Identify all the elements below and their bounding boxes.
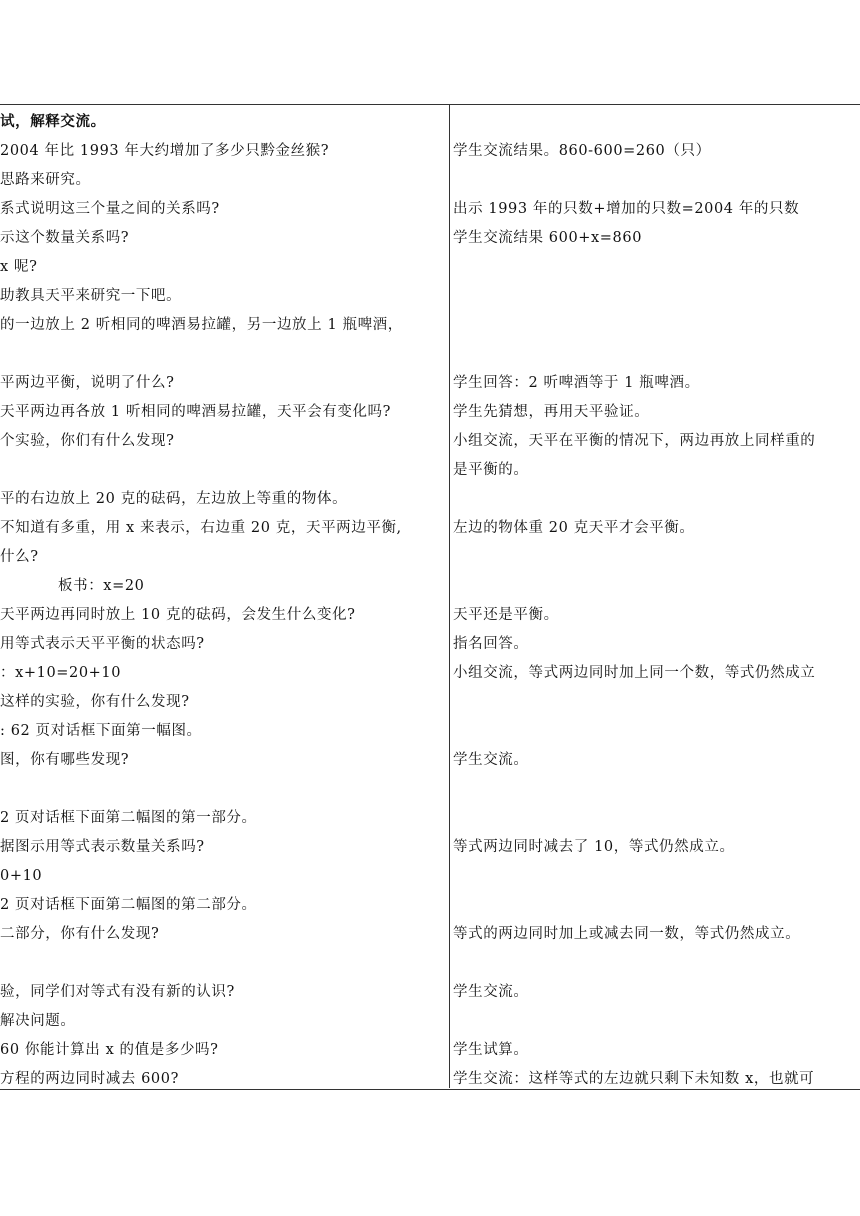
student-line: 指名回答。 bbox=[453, 636, 529, 652]
student-line: 等式两边同时减去了 10，等式仍然成立。 bbox=[453, 839, 735, 855]
teacher-line: 方程的两边同时减去 600? bbox=[0, 1071, 179, 1087]
teacher-line: 据图示用等式表示数量关系吗? bbox=[0, 839, 205, 855]
teacher-line: 60 你能计算出 x 的值是多少吗? bbox=[0, 1042, 219, 1058]
teacher-line: 个实验，你们有什么发现? bbox=[0, 433, 175, 449]
teacher-line: 的一边放上 2 听相同的啤酒易拉罐，另一边放上 1 瓶啤酒， bbox=[0, 317, 403, 333]
teacher-line: x 呢? bbox=[0, 259, 38, 275]
teacher-line: 试，解释交流。 bbox=[0, 113, 106, 130]
teacher-line: 用等式表示天平平衡的状态吗? bbox=[0, 636, 205, 652]
student-line: 小组交流，等式两边同时加上同一个数，等式仍然成立 bbox=[453, 665, 816, 681]
student-line: 学生回答：2 听啤酒等于 1 瓶啤酒。 bbox=[453, 375, 700, 391]
teacher-line: ：x+10=20+10 bbox=[0, 665, 122, 681]
teacher-line: 助教具天平来研究一下吧。 bbox=[0, 288, 182, 304]
student-line: 学生试算。 bbox=[453, 1042, 529, 1058]
teacher-line: : 62 页对话框下面第一幅图。 bbox=[0, 723, 202, 739]
teacher-line: 系式说明这三个量之间的关系吗? bbox=[0, 201, 220, 217]
student-line: 学生交流结果 600+x=860 bbox=[453, 230, 643, 246]
teacher-line: 什么? bbox=[0, 549, 39, 565]
student-line: 出示 1993 年的只数+增加的只数=2004 年的只数 bbox=[453, 201, 800, 217]
teacher-line: 这样的实验，你有什么发现? bbox=[0, 694, 190, 710]
student-line: 小组交流，天平在平衡的情况下，两边再放上同样重的 bbox=[453, 433, 816, 449]
teacher-line: 二部分，你有什么发现? bbox=[0, 926, 160, 942]
column-divider bbox=[449, 104, 450, 1088]
teacher-line: 2 页对话框下面第二幅图的第二部分。 bbox=[0, 897, 257, 913]
teacher-line: 平的右边放上 20 克的砝码，左边放上等重的物体。 bbox=[0, 491, 348, 507]
student-line: 学生交流。 bbox=[453, 752, 529, 768]
teacher-line: 平两边平衡，说明了什么? bbox=[0, 375, 175, 391]
teacher-line: 解决问题。 bbox=[0, 1013, 76, 1029]
student-line: 左边的物体重 20 克天平才会平衡。 bbox=[453, 520, 695, 536]
teacher-line: 不知道有多重，用 x 来表示，右边重 20 克，天平两边平衡, bbox=[0, 520, 402, 536]
student-line: 等式的两边同时加上或减去同一数，等式仍然成立。 bbox=[453, 926, 801, 942]
teacher-line: 图，你有哪些发现? bbox=[0, 752, 130, 768]
teacher-line: 2004 年比 1993 年大约增加了多少只黔金丝猴? bbox=[0, 143, 330, 159]
student-line: 学生交流。 bbox=[453, 984, 529, 1000]
teacher-line: 天平两边再同时放上 10 克的砝码，会发生什么变化? bbox=[0, 607, 356, 623]
student-line: 天平还是平衡。 bbox=[453, 607, 559, 623]
teacher-line: 0+10 bbox=[0, 868, 43, 884]
teacher-line: 验，同学们对等式有没有新的认识? bbox=[0, 984, 235, 1000]
teacher-line: 2 页对话框下面第二幅图的第一部分。 bbox=[0, 810, 257, 826]
teacher-line: 天平两边再各放 1 听相同的啤酒易拉罐，天平会有变化吗? bbox=[0, 404, 392, 420]
teacher-line: 思路来研究。 bbox=[0, 172, 91, 188]
student-line: 学生交流结果。860-600=260（只） bbox=[453, 143, 711, 159]
student-line: 学生先猜想，再用天平验证。 bbox=[453, 404, 650, 420]
student-line: 是平衡的。 bbox=[453, 462, 529, 478]
teacher-line: 板书：x=20 bbox=[58, 578, 145, 594]
student-line: 学生交流：这样等式的左边就只剩下未知数 x，也就可 bbox=[453, 1071, 815, 1087]
teacher-line: 示这个数量关系吗? bbox=[0, 230, 130, 246]
